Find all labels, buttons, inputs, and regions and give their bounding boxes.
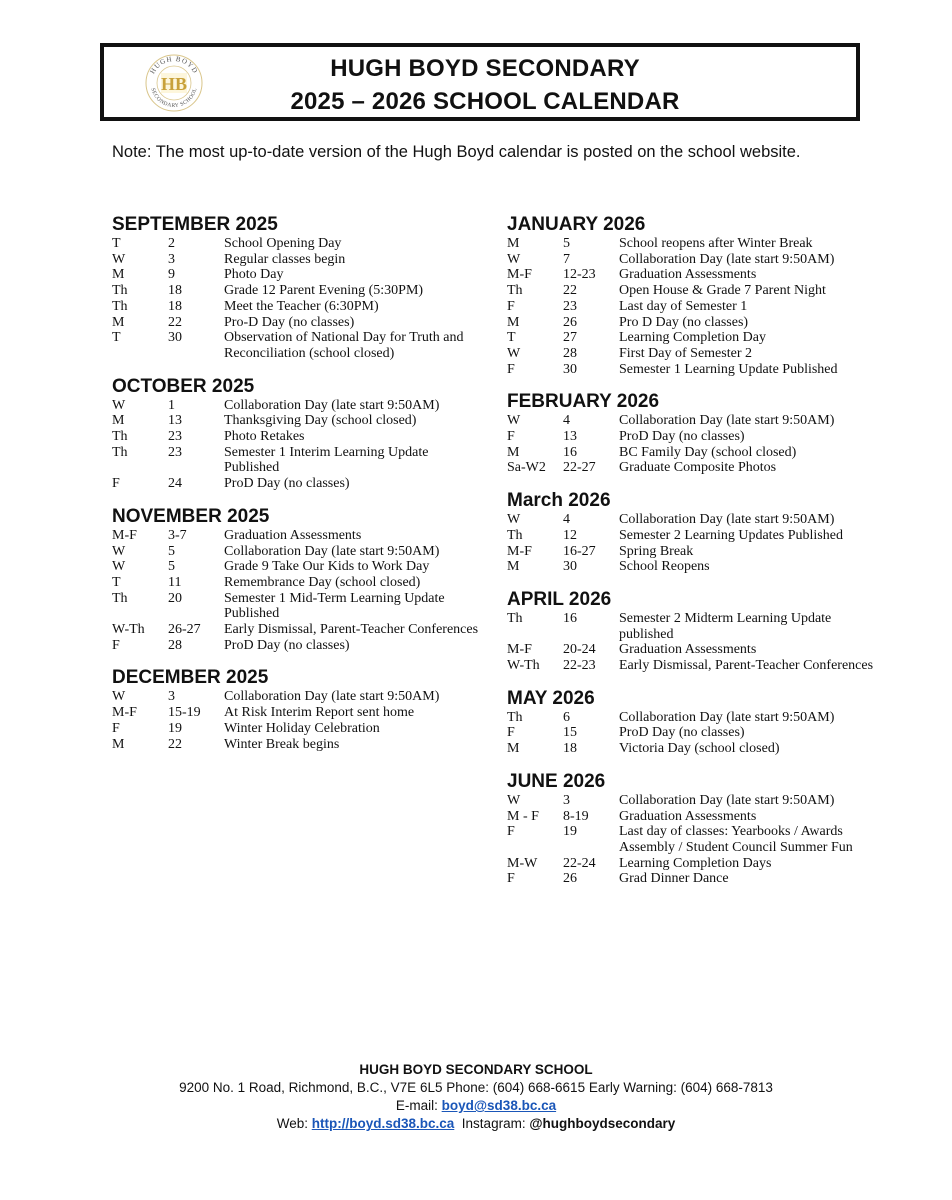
month-section	[507, 589, 877, 674]
footer-email-label: E-mail:	[395, 1098, 442, 1113]
event-description: Semester 2 Learning Updates Published	[619, 527, 843, 543]
event-date: 22	[168, 314, 182, 330]
event-date: 1	[168, 397, 175, 413]
calendar-event	[112, 236, 482, 252]
event-day: M	[507, 314, 520, 330]
calendar-event	[507, 544, 877, 560]
event-day: F	[112, 720, 120, 736]
calendar-event	[507, 267, 877, 283]
event-date: 11	[168, 574, 182, 590]
event-date: 12	[563, 527, 577, 543]
event-date: 30	[563, 361, 577, 377]
event-description: Collaboration Day (late start 9:50AM)	[619, 512, 835, 528]
event-date: 6	[563, 709, 570, 725]
calendar-event	[507, 710, 877, 726]
calendar-event	[112, 559, 482, 575]
event-description: School reopens after Winter Break	[619, 236, 813, 251]
event-date: 3	[563, 792, 570, 808]
event-description: ProD Day (no classes)	[619, 429, 745, 445]
calendar-event	[112, 398, 482, 414]
event-description: Open House & Grade 7 Parent Night	[619, 283, 826, 299]
month-title: March 2026	[507, 490, 611, 512]
event-date: 18	[168, 298, 182, 314]
event-description: Spring Break	[619, 543, 694, 559]
month-section	[507, 490, 877, 575]
month-title: OCTOBER 2025	[112, 375, 255, 397]
calendar-event	[507, 856, 877, 872]
event-date: 5	[563, 236, 570, 251]
event-date: 8-19	[563, 808, 589, 824]
event-description: Pro D Day (no classes)	[619, 314, 749, 330]
event-date: 23	[563, 298, 577, 314]
event-day: M	[507, 741, 520, 757]
calendar-event	[507, 346, 877, 362]
month-section	[112, 214, 482, 362]
event-date: 28	[563, 345, 577, 361]
calendar-event	[507, 362, 877, 378]
calendar-event	[112, 283, 482, 299]
note-text: Note: The most up-to-date version of the Hugh Boyd calendar is posted on the school website.	[112, 143, 801, 161]
event-date: 9	[168, 267, 175, 283]
event-date: 27	[563, 330, 577, 346]
event-day: F	[507, 725, 515, 741]
event-date: 19	[563, 824, 577, 840]
event-date: 23	[168, 444, 182, 460]
event-day: Th	[507, 610, 523, 626]
calendar-event	[112, 721, 482, 737]
event-day: M - F	[507, 808, 539, 824]
event-day: M	[507, 444, 520, 460]
event-description: Last day of classes: Yearbooks / Awards Assembly / Student Council Summer Fun	[619, 824, 853, 855]
month-section	[112, 506, 482, 654]
event-day: Th	[112, 429, 128, 445]
calendar-event	[507, 725, 877, 741]
event-date: 23	[168, 429, 182, 445]
event-day: W	[507, 413, 521, 429]
event-description: Graduation Assessments	[619, 642, 757, 658]
event-date: 4	[563, 512, 570, 528]
event-description: Victoria Day (school closed)	[619, 741, 780, 757]
event-description: Graduation Assessments	[619, 267, 757, 283]
event-day: W	[507, 345, 521, 361]
event-description: ProD Day (no classes)	[224, 637, 350, 653]
footer-address: 9200 No. 1 Road, Richmond, B.C., V7E 6L5 Phone: (604) 668-6615 Early Warning: (604) 668-7813	[179, 1080, 773, 1095]
month-section	[507, 214, 877, 377]
event-description: ProD Day (no classes)	[224, 476, 350, 492]
event-day: M-F	[507, 543, 532, 559]
event-date: 4	[563, 413, 570, 429]
event-day: W	[112, 251, 126, 267]
calendar-event	[507, 741, 877, 757]
event-day: M-F	[112, 705, 137, 721]
event-date: 16	[563, 444, 577, 460]
calendar-event	[112, 476, 482, 492]
event-description: Regular classes begin	[224, 251, 346, 267]
event-date: 26-27	[168, 622, 201, 638]
month-title: DECEMBER 2025	[112, 667, 269, 689]
calendar-event	[112, 591, 482, 622]
event-description: Grad Dinner Dance	[619, 871, 729, 887]
event-description: Collaboration Day (late start 9:50AM)	[224, 689, 440, 705]
calendar-event	[112, 429, 482, 445]
calendar-event	[507, 809, 877, 825]
footer-school-name: HUGH BOYD SECONDARY SCHOOL	[359, 1062, 593, 1077]
calendar-event	[112, 330, 482, 361]
event-description: Photo Retakes	[224, 429, 305, 445]
event-day: M-F	[507, 642, 532, 658]
event-day: T	[112, 236, 121, 251]
calendar-event	[507, 528, 877, 544]
event-description: Grade 12 Parent Evening (5:30PM)	[224, 283, 424, 299]
event-date: 3	[168, 689, 175, 705]
event-description: Graduation Assessments	[619, 808, 757, 824]
event-description: Semester 1 Interim Learning Update Published	[224, 444, 429, 476]
event-date: 22-27	[563, 460, 596, 476]
event-description: BC Family Day (school closed)	[619, 444, 797, 460]
event-day: M-F	[112, 527, 137, 543]
event-day: W	[112, 689, 126, 705]
title-line-2: 2025 – 2026 SCHOOL CALENDAR	[290, 88, 680, 115]
event-date: 3	[168, 251, 175, 267]
event-day: F	[507, 361, 515, 377]
event-date: 16	[563, 610, 577, 626]
event-description: Observation of National Day for Truth and Reconciliation (school closed)	[224, 330, 464, 361]
event-description: Graduate Composite Photos	[619, 460, 777, 476]
calendar-event	[507, 299, 877, 315]
event-day: M-F	[507, 267, 532, 283]
event-day: T	[112, 330, 121, 346]
event-date: 22	[563, 283, 577, 299]
event-description: Collaboration Day (late start 9:50AM)	[619, 413, 835, 429]
event-date: 13	[563, 429, 577, 445]
event-description: Collaboration Day (late start 9:50AM)	[619, 792, 835, 808]
event-date: 5	[168, 559, 175, 575]
calendar-event	[112, 445, 482, 476]
event-day: W-Th	[112, 622, 145, 638]
event-day: F	[507, 429, 515, 445]
svg-text:HUGH BOYD: HUGH BOYD	[148, 54, 200, 76]
event-description: Thanksgiving Day (school closed)	[224, 413, 417, 429]
month-section	[112, 667, 482, 752]
event-day: W	[507, 251, 521, 267]
event-date: 28	[168, 637, 182, 653]
event-date: 30	[168, 330, 182, 346]
event-description: Learning Completion Days	[619, 855, 772, 871]
instagram-handle: @hughboydsecondary	[529, 1116, 676, 1131]
event-day: Th	[112, 298, 128, 314]
event-day: W	[112, 397, 126, 413]
calendar-event	[112, 299, 482, 315]
month-section	[507, 688, 877, 757]
calendar-event	[507, 559, 877, 575]
event-date: 18	[168, 283, 182, 299]
event-day: M	[112, 413, 125, 429]
event-description: Winter Break begins	[224, 736, 340, 752]
title-line-1: HUGH BOYD SECONDARY	[330, 55, 640, 82]
month-title: NOVEMBER 2025	[112, 505, 270, 527]
event-description: Grade 9 Take Our Kids to Work Day	[224, 559, 430, 575]
event-day: W	[507, 792, 521, 808]
month-title: JANUARY 2026	[507, 214, 646, 235]
event-date: 20-24	[563, 642, 596, 658]
calendar-event	[507, 824, 877, 855]
event-description: Early Dismissal, Parent-Teacher Conferences	[224, 622, 479, 638]
website-link[interactable]: http://boyd.sd38.bc.ca	[311, 1116, 455, 1131]
event-day: M	[507, 236, 520, 251]
footer-instagram-label: Instagram:	[461, 1116, 530, 1131]
calendar-event	[112, 252, 482, 268]
event-date: 24	[168, 476, 182, 492]
event-description: Remembrance Day (school closed)	[224, 574, 421, 590]
event-day: Th	[112, 444, 128, 460]
email-link[interactable]: boyd@sd38.bc.ca	[441, 1098, 557, 1113]
event-date: 22-24	[563, 855, 596, 871]
right-column	[507, 214, 877, 901]
footer-web-label: Web:	[276, 1116, 312, 1131]
event-day: M	[112, 267, 125, 283]
footer-web-line	[0, 1115, 952, 1133]
left-column	[112, 214, 482, 766]
calendar-event	[507, 429, 877, 445]
svg-text:SECONDARY SCHOOL: SECONDARY SCHOOL	[149, 87, 199, 110]
event-description: At Risk Interim Report sent home	[224, 705, 415, 721]
event-date: 15-19	[168, 705, 201, 721]
event-day: F	[112, 476, 120, 492]
month-section	[507, 771, 877, 887]
event-description: Graduation Assessments	[224, 527, 362, 543]
event-day: T	[507, 330, 516, 346]
month-title: SEPTEMBER 2025	[112, 214, 278, 235]
footer	[0, 1061, 952, 1133]
event-description: Pro-D Day (no classes)	[224, 314, 355, 330]
event-date: 22-23	[563, 658, 596, 674]
event-description: Photo Day	[224, 267, 284, 283]
calendar-event	[507, 512, 877, 528]
event-day: Th	[112, 590, 128, 606]
header-box	[100, 43, 860, 121]
calendar-event	[507, 460, 877, 476]
event-date: 30	[563, 559, 577, 575]
event-description: Semester 1 Learning Update Published	[619, 361, 838, 377]
calendar-event	[112, 267, 482, 283]
calendar-event	[507, 658, 877, 674]
event-description: Last day of Semester 1	[619, 298, 748, 314]
event-date: 7	[563, 251, 570, 267]
event-description: Early Dismissal, Parent-Teacher Conferences	[619, 658, 874, 674]
event-date: 26	[563, 314, 577, 330]
event-description: Collaboration Day (late start 9:50AM)	[619, 709, 835, 725]
calendar-event	[112, 528, 482, 544]
event-description: Semester 1 Mid-Term Learning Update Published	[224, 590, 445, 622]
event-day: Sa-W2	[507, 460, 546, 476]
event-day: F	[507, 871, 515, 887]
event-date: 13	[168, 413, 182, 429]
event-day: F	[507, 298, 515, 314]
event-description: School Opening Day	[224, 236, 342, 251]
event-day: F	[112, 637, 120, 653]
event-description: First Day of Semester 2	[619, 345, 752, 361]
event-day: T	[112, 574, 121, 590]
svg-text:HB: HB	[160, 74, 188, 94]
event-description: School Reopens	[619, 559, 710, 575]
event-date: 20	[168, 590, 182, 606]
event-day: W	[507, 512, 521, 528]
calendar-event	[507, 642, 877, 658]
event-day: Th	[507, 283, 523, 299]
event-day: M	[507, 559, 520, 575]
event-date: 19	[168, 720, 182, 736]
calendar-event	[112, 638, 482, 654]
calendar-event	[507, 445, 877, 461]
calendar-event	[112, 413, 482, 429]
event-date: 18	[563, 741, 577, 757]
event-day: Th	[507, 709, 523, 725]
event-description: ProD Day (no classes)	[619, 725, 745, 741]
calendar-event	[507, 315, 877, 331]
calendar-event	[507, 330, 877, 346]
event-date: 22	[168, 736, 182, 752]
event-description: Collaboration Day (late start 9:50AM)	[224, 543, 440, 559]
calendar-event	[112, 622, 482, 638]
event-day: M	[112, 736, 125, 752]
calendar-event	[112, 689, 482, 705]
event-day: Th	[112, 283, 128, 299]
month-title: JUNE 2026	[507, 770, 606, 792]
calendar-event	[507, 611, 877, 642]
month-section	[112, 376, 482, 492]
event-date: 26	[563, 871, 577, 887]
event-description: Collaboration Day (late start 9:50AM)	[224, 397, 440, 413]
month-title: APRIL 2026	[507, 588, 612, 610]
event-description: Meet the Teacher (6:30PM)	[224, 298, 379, 314]
event-description: Learning Completion Day	[619, 330, 766, 346]
event-description: Collaboration Day (late start 9:50AM)	[619, 251, 835, 267]
event-description: Semester 2 Midterm Learning Update published	[619, 610, 832, 642]
event-description: Winter Holiday Celebration	[224, 720, 380, 736]
calendar-event	[112, 544, 482, 560]
event-day: M-W	[507, 855, 538, 871]
calendar-event	[507, 871, 877, 887]
event-day: W	[112, 559, 126, 575]
month-title: FEBRUARY 2026	[507, 391, 660, 413]
event-day: W-Th	[507, 658, 540, 674]
event-date: 15	[563, 725, 577, 741]
calendar-event	[507, 236, 877, 252]
event-date: 16-27	[563, 543, 596, 559]
event-date: 2	[168, 236, 175, 251]
event-date: 3-7	[168, 527, 187, 543]
calendar-event	[112, 705, 482, 721]
month-section	[507, 391, 877, 476]
calendar-event	[112, 575, 482, 591]
calendar-event	[112, 315, 482, 331]
footer-email-line	[0, 1097, 952, 1115]
calendar-event	[112, 737, 482, 753]
event-day: M	[112, 314, 125, 330]
event-day: Th	[507, 527, 523, 543]
event-date: 12-23	[563, 267, 596, 283]
calendar-event	[507, 283, 877, 299]
calendar-event	[507, 413, 877, 429]
event-day: W	[112, 543, 126, 559]
month-title: MAY 2026	[507, 687, 595, 709]
event-day: F	[507, 824, 515, 840]
event-date: 5	[168, 543, 175, 559]
calendar-event	[507, 252, 877, 268]
calendar-event	[507, 793, 877, 809]
